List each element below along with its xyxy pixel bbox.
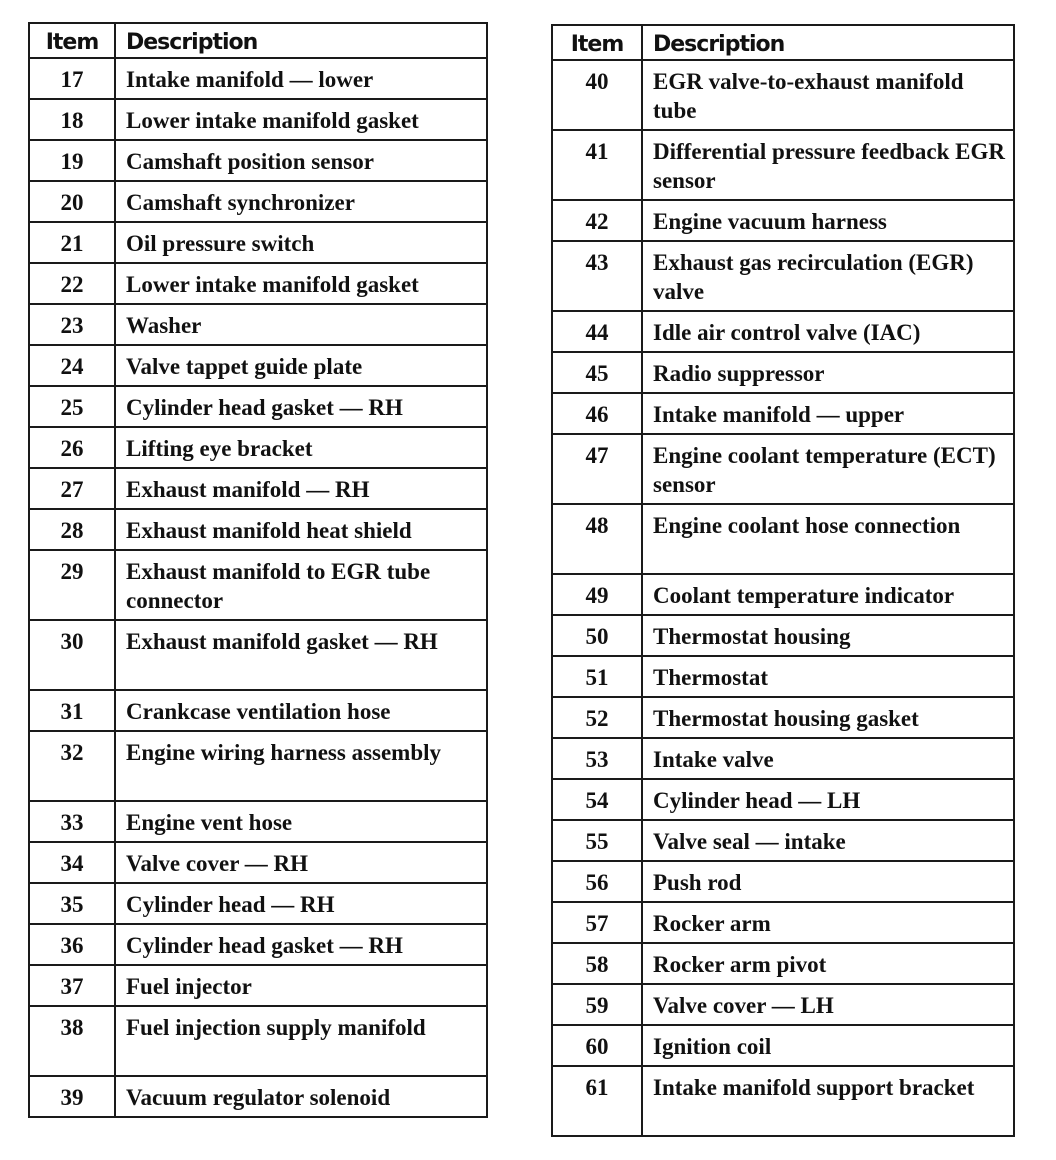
item-number: 23 [29,304,115,345]
item-number: 53 [552,738,642,779]
item-number: 26 [29,427,115,468]
item-description: Cylinder head — RH [115,883,487,924]
table-row [552,434,1014,504]
item-number: 21 [29,222,115,263]
item-number: 61 [552,1066,642,1136]
item-description: Rocker arm pivot [642,943,1014,984]
item-description: Push rod [642,861,1014,902]
item-number: 49 [552,574,642,615]
table-header-row [552,25,1014,60]
item-description: Fuel injection supply manifold [115,1006,487,1076]
item-number: 27 [29,468,115,509]
item-description: Lifting eye bracket [115,427,487,468]
item-description: Camshaft position sensor [115,140,487,181]
table-row [29,58,487,99]
item-description: Intake manifold support bracket [642,1066,1014,1136]
table-row [552,738,1014,779]
item-number: 52 [552,697,642,738]
item-description: Engine coolant temperature (ECT) sensor [642,434,1014,504]
item-number: 32 [29,731,115,801]
item-number: 55 [552,820,642,861]
item-number: 48 [552,504,642,574]
item-description: Rocker arm [642,902,1014,943]
item-description: Idle air control valve (IAC) [642,311,1014,352]
item-description: Valve cover — RH [115,842,487,883]
item-number: 35 [29,883,115,924]
table-row [29,386,487,427]
item-description: Exhaust manifold to EGR tube connector [115,550,487,620]
table-row [552,241,1014,311]
table-row [29,509,487,550]
item-number: 43 [552,241,642,311]
item-number: 50 [552,615,642,656]
item-number: 28 [29,509,115,550]
item-number: 20 [29,181,115,222]
table-row [29,468,487,509]
item-description: Lower intake manifold gasket [115,99,487,140]
item-description: Radio suppressor [642,352,1014,393]
item-description: Valve cover — LH [642,984,1014,1025]
table-row [29,690,487,731]
table-row [29,427,487,468]
item-number: 19 [29,140,115,181]
item-number: 24 [29,345,115,386]
item-number: 37 [29,965,115,1006]
item-description: Cylinder head gasket — RH [115,386,487,427]
parts-table-right [551,24,1015,1137]
item-number: 42 [552,200,642,241]
table-row [552,779,1014,820]
item-description: Valve seal — intake [642,820,1014,861]
item-description: Intake manifold — upper [642,393,1014,434]
item-number: 33 [29,801,115,842]
table-row [29,222,487,263]
item-number: 25 [29,386,115,427]
item-description: Engine coolant hose connection [642,504,1014,574]
table-row [552,130,1014,200]
table-row [552,861,1014,902]
item-number: 22 [29,263,115,304]
table-row [29,620,487,690]
item-description: Thermostat housing [642,615,1014,656]
item-number: 56 [552,861,642,902]
table-row [29,345,487,386]
item-number: 29 [29,550,115,620]
item-column-header: Item [29,23,115,58]
item-number: 60 [552,1025,642,1066]
table-row [552,574,1014,615]
table-row [29,842,487,883]
item-number: 18 [29,99,115,140]
parts-table-left-body [29,58,487,1117]
table-row [552,902,1014,943]
item-description: Thermostat housing gasket [642,697,1014,738]
item-description: Vacuum regulator solenoid [115,1076,487,1117]
item-column-header: Item [552,25,642,60]
table-row [552,1066,1014,1136]
item-description: Washer [115,304,487,345]
table-row [29,801,487,842]
description-column-header: Description [115,23,487,58]
item-description: Engine wiring harness assembly [115,731,487,801]
item-description: Ignition coil [642,1025,1014,1066]
table-row [29,924,487,965]
table-row [29,140,487,181]
table-row [552,1025,1014,1066]
item-number: 30 [29,620,115,690]
item-description: Exhaust manifold heat shield [115,509,487,550]
table-row [552,504,1014,574]
description-column-header: Description [642,25,1014,60]
item-description: Exhaust manifold gasket — RH [115,620,487,690]
item-number: 45 [552,352,642,393]
parts-table-right-body [552,60,1014,1136]
item-description: Exhaust gas recirculation (EGR) valve [642,241,1014,311]
table-row [29,181,487,222]
item-description: Crankcase ventilation hose [115,690,487,731]
item-description: Differential pressure feedback EGR sensor [642,130,1014,200]
item-description: Cylinder head gasket — RH [115,924,487,965]
item-number: 17 [29,58,115,99]
table-row [29,731,487,801]
item-number: 57 [552,902,642,943]
item-number: 31 [29,690,115,731]
item-description: Camshaft synchronizer [115,181,487,222]
table-row [552,984,1014,1025]
item-description: Engine vent hose [115,801,487,842]
table-row [29,1076,487,1117]
item-number: 47 [552,434,642,504]
item-description: Exhaust manifold — RH [115,468,487,509]
item-number: 44 [552,311,642,352]
table-row [552,656,1014,697]
item-description: Fuel injector [115,965,487,1006]
item-number: 59 [552,984,642,1025]
table-row [29,965,487,1006]
item-description: Valve tappet guide plate [115,345,487,386]
table-row [552,943,1014,984]
table-row [552,820,1014,861]
item-description: Intake valve [642,738,1014,779]
table-row [29,550,487,620]
table-row [552,615,1014,656]
item-number: 41 [552,130,642,200]
table-row [29,883,487,924]
table-row [552,311,1014,352]
table-row [29,1006,487,1076]
item-number: 36 [29,924,115,965]
item-description: EGR valve-to-exhaust manifold tube [642,60,1014,130]
table-row [552,60,1014,130]
item-description: Thermostat [642,656,1014,697]
table-row [29,99,487,140]
table-header-row [29,23,487,58]
item-number: 34 [29,842,115,883]
item-description: Intake manifold — lower [115,58,487,99]
table-row [552,393,1014,434]
item-number: 54 [552,779,642,820]
table-row [552,697,1014,738]
parts-table-left [28,22,488,1118]
item-description: Lower intake manifold gasket [115,263,487,304]
table-row [29,263,487,304]
item-number: 39 [29,1076,115,1117]
item-number: 51 [552,656,642,697]
item-description: Cylinder head — LH [642,779,1014,820]
table-row [29,304,487,345]
item-number: 40 [552,60,642,130]
item-description: Engine vacuum harness [642,200,1014,241]
table-row [552,200,1014,241]
item-number: 38 [29,1006,115,1076]
item-description: Coolant temperature indicator [642,574,1014,615]
table-row [552,352,1014,393]
item-description: Oil pressure switch [115,222,487,263]
item-number: 58 [552,943,642,984]
item-number: 46 [552,393,642,434]
